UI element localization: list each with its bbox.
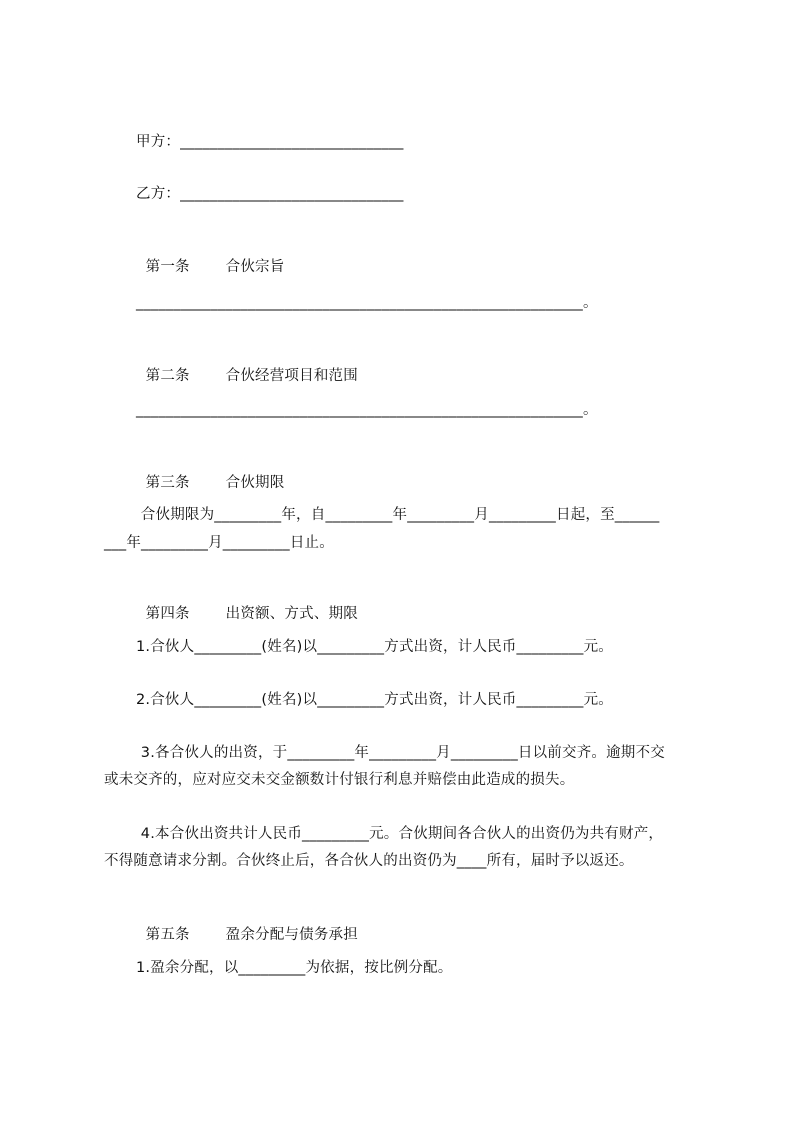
article-number: 第一条 bbox=[145, 259, 190, 275]
article-1-blank: ____________________________________________________________。 bbox=[136, 295, 598, 311]
article-4-item-4-line-1: 4.本合伙出资共计人民币_________元。合伙期间各合伙人的出资仍为共有财产， bbox=[136, 826, 664, 842]
article-1-heading bbox=[136, 237, 284, 277]
party-a-line: 甲方：______________________________ bbox=[136, 134, 404, 150]
article-number: 第二条 bbox=[145, 368, 190, 384]
article-2-heading bbox=[136, 346, 358, 386]
article-5-heading bbox=[136, 905, 358, 945]
article-4-item-2: 2.合伙人_________(姓名)以_________方式出资，计人民币_________元。 bbox=[136, 692, 613, 708]
article-4-item-3-line-1: 3.各合伙人的出资，于_________年_________月_________日以前交齐。逾期不交 bbox=[136, 745, 665, 761]
article-title: 合伙宗旨 bbox=[225, 259, 285, 275]
article-2-blank: ____________________________________________________________。 bbox=[136, 402, 598, 418]
article-3-text-line-2: ___年_________月_________日止。 bbox=[104, 535, 334, 551]
article-4-item-4-line-2: 不得随意请求分割。合伙终止后，各合伙人的出资仍为____所有，届时予以返还。 bbox=[104, 853, 634, 869]
article-4-item-3-line-2: 或未交齐的，应对应交未交金额数计付银行利息并赔偿由此造成的损失。 bbox=[104, 772, 575, 788]
article-number: 第四条 bbox=[145, 606, 190, 622]
article-number: 第五条 bbox=[145, 927, 190, 943]
article-4-item-1: 1.合伙人_________(姓名)以_________方式出资，计人民币_________元。 bbox=[136, 639, 613, 655]
article-title: 合伙期限 bbox=[225, 475, 285, 491]
article-3-heading bbox=[136, 453, 284, 493]
party-b-line: 乙方：______________________________ bbox=[136, 186, 404, 202]
article-3-text-line-1: 合伙期限为_________年，自_________年_________月_________日起，至______ bbox=[136, 507, 660, 523]
article-title: 合伙经营项目和范围 bbox=[225, 368, 358, 384]
article-5-item-1: 1.盈余分配，以_________为依据，按比例分配。 bbox=[136, 960, 453, 976]
article-4-heading bbox=[136, 584, 358, 624]
article-title: 出资额、方式、期限 bbox=[225, 606, 358, 622]
article-number: 第三条 bbox=[145, 475, 190, 491]
article-title: 盈余分配与债务承担 bbox=[225, 927, 358, 943]
